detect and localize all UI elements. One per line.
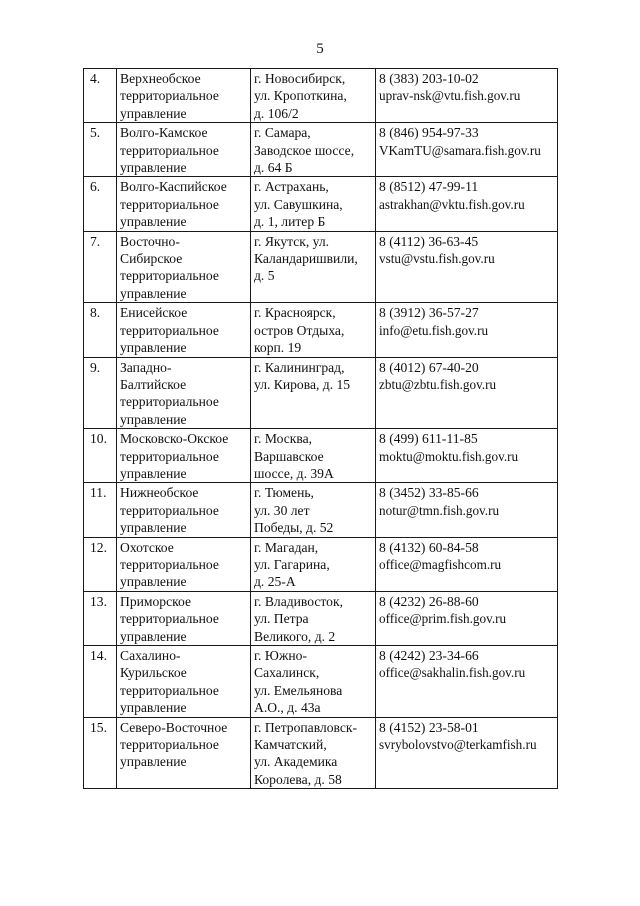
email-address: astrakhan@vktu.fish.gov.ru — [379, 196, 525, 212]
address-line: остров Отдыха, — [254, 322, 345, 338]
address-line: г. Южно- — [254, 648, 307, 663]
address-cell — [251, 123, 376, 177]
email-address: moktu@moktu.fish.gov.ru — [379, 448, 519, 464]
office-name-line: управление — [120, 160, 187, 176]
address-line: г. Владивосток, — [254, 593, 343, 609]
office-name-line: управление — [120, 465, 187, 481]
contact-cell — [376, 717, 558, 789]
office-name-line: территориальное — [120, 611, 219, 627]
office-name-line: управление — [120, 754, 187, 770]
office-name-line: управление — [120, 340, 187, 356]
table-row — [84, 429, 558, 483]
office-name-line: управление — [120, 520, 187, 536]
email-address: office@sakhalin.fish.gov.ru — [379, 665, 526, 681]
office-name-line: Волго-Камское — [120, 125, 208, 141]
contact-cell — [376, 537, 558, 591]
row-number: 11. — [84, 483, 117, 537]
address-line: Каландаришвили, — [254, 251, 358, 267]
address-line: ул. Кирова, д. 15 — [254, 376, 351, 392]
office-name-line: Курильское — [120, 665, 187, 681]
table-row — [84, 123, 558, 177]
phone-number: 8 (383) 203-10-02 — [379, 71, 479, 86]
office-name-cell — [117, 591, 251, 645]
address-line: г. Калининград, — [254, 359, 345, 375]
table-row — [84, 303, 558, 357]
office-name-line: управление — [120, 574, 187, 590]
address-cell — [251, 483, 376, 537]
contact-cell — [376, 429, 558, 483]
address-line: Королева, д. 58 — [254, 771, 342, 787]
contact-cell — [376, 591, 558, 645]
email-address: office@magfishcom.ru — [379, 556, 502, 572]
office-name-line: Волго-Каспийское — [120, 179, 227, 195]
address-line: Заводское шоссе, — [254, 142, 355, 158]
row-number: 14. — [84, 646, 117, 718]
phone-number: 8 (4152) 23-58-01 — [379, 719, 479, 735]
office-name-line: управление — [120, 214, 187, 230]
office-name-line: Верхнеобское — [120, 71, 201, 86]
office-name-line: Нижнеобское — [120, 485, 199, 501]
address-cell — [251, 591, 376, 645]
office-name-cell — [117, 429, 251, 483]
address-cell — [251, 303, 376, 357]
office-name-line: Приморское — [120, 593, 192, 609]
office-name-line: территориальное — [120, 737, 219, 753]
office-name-cell — [117, 177, 251, 231]
address-line: ул. Академика — [254, 754, 338, 770]
address-line: ул. Гагарина, — [254, 556, 330, 572]
email-address: notur@tmn.fish.gov.ru — [379, 502, 500, 518]
address-line: г. Петропавловск- — [254, 719, 358, 735]
office-name-line: территориальное — [120, 502, 219, 518]
row-number: 15. — [84, 717, 117, 789]
table-row — [84, 69, 558, 123]
row-number: 5. — [84, 123, 117, 177]
contact-cell — [376, 483, 558, 537]
address-cell — [251, 357, 376, 429]
address-line: д. 25-А — [254, 574, 296, 590]
table-row — [84, 537, 558, 591]
address-line: Великого, д. 2 — [254, 628, 336, 644]
office-name-line: Балтийское — [120, 376, 187, 392]
row-number: 7. — [84, 231, 117, 303]
phone-number: 8 (4132) 60-84-58 — [379, 539, 479, 555]
row-number: 8. — [84, 303, 117, 357]
phone-number: 8 (4112) 36-63-45 — [379, 233, 479, 249]
office-name-line: территориальное — [120, 88, 219, 104]
address-line: д. 5 — [254, 268, 275, 284]
office-name-line: управление — [120, 700, 187, 716]
office-name-cell — [117, 303, 251, 357]
phone-number: 8 (3912) 36-57-27 — [379, 305, 479, 321]
phone-number: 8 (4232) 26-88-60 — [379, 593, 479, 609]
office-name-line: территориальное — [120, 196, 219, 212]
office-name-line: Енисейское — [120, 305, 188, 321]
contact-cell — [376, 357, 558, 429]
address-line: г. Магадан, — [254, 539, 319, 555]
email-address: VKamTU@samara.fish.gov.ru — [379, 142, 541, 158]
table-row — [84, 357, 558, 429]
address-line: шоссе, д. 39А — [254, 465, 334, 481]
office-name-line: Восточно- — [120, 233, 180, 249]
page-number: 5 — [316, 41, 324, 57]
email-address: vstu@vstu.fish.gov.ru — [379, 251, 495, 267]
address-cell — [251, 717, 376, 789]
address-line: ул. Савушкина, — [254, 196, 343, 212]
address-line: д. 1, литер Б — [254, 214, 326, 230]
address-line: Камчатский, — [254, 737, 327, 753]
office-name-line: Западно- — [120, 359, 172, 375]
email-address: office@prim.fish.gov.ru — [379, 611, 507, 627]
contact-cell — [376, 303, 558, 357]
table-row — [84, 646, 558, 718]
phone-number: 8 (3452) 33-85-66 — [379, 485, 479, 501]
row-number: 13. — [84, 591, 117, 645]
office-name-line: территориальное — [120, 682, 219, 698]
office-name-line: территориальное — [120, 268, 219, 284]
address-line: Победы, д. 52 — [254, 520, 334, 536]
contact-cell — [376, 646, 558, 718]
phone-number: 8 (4012) 67-40-20 — [379, 359, 479, 375]
contact-cell — [376, 177, 558, 231]
phone-number: 8 (846) 954-97-33 — [379, 125, 479, 141]
address-line: ул. 30 лет — [254, 502, 310, 518]
row-number: 4. — [84, 69, 117, 123]
office-name-cell — [117, 231, 251, 303]
office-name-cell — [117, 717, 251, 789]
address-line: ул. Петра — [254, 611, 309, 627]
row-number: 6. — [84, 177, 117, 231]
office-name-cell — [117, 646, 251, 718]
address-line: г. Якутск, ул. — [254, 233, 330, 249]
address-line: ул. Кропоткина, — [254, 88, 347, 104]
contact-cell — [376, 231, 558, 303]
email-address: svrybolovstvo@terkamfish.ru — [379, 737, 537, 753]
table-body — [84, 69, 558, 789]
office-name-line: территориальное — [120, 448, 219, 464]
office-name-line: Сибирское — [120, 251, 183, 267]
office-name-cell — [117, 483, 251, 537]
office-name-line: управление — [120, 105, 187, 121]
office-name-cell — [117, 123, 251, 177]
office-name-line: управление — [120, 628, 187, 644]
office-name-cell — [117, 69, 251, 123]
address-line: д. 64 Б — [254, 160, 293, 176]
table-row — [84, 177, 558, 231]
table-row — [84, 483, 558, 537]
row-number: 10. — [84, 429, 117, 483]
address-line: Варшавское — [254, 448, 324, 464]
office-name-line: Сахалино- — [120, 648, 181, 663]
office-name-line: Московско-Окское — [120, 431, 229, 447]
address-cell — [251, 429, 376, 483]
phone-number: 8 (499) 611-11-85 — [379, 431, 478, 447]
office-name-line: Охотское — [120, 539, 174, 555]
phone-number: 8 (8512) 47-99-11 — [379, 179, 479, 195]
address-cell — [251, 537, 376, 591]
office-name-cell — [117, 357, 251, 429]
address-line: А.О., д. 43а — [254, 700, 321, 716]
office-name-line: территориальное — [120, 142, 219, 158]
row-number: 12. — [84, 537, 117, 591]
office-name-line: территориальное — [120, 394, 219, 410]
address-line: г. Красноярск, — [254, 305, 336, 321]
address-line: г. Новосибирск, — [254, 71, 346, 86]
contact-cell — [376, 69, 558, 123]
email-address: uprav-nsk@vtu.fish.gov.ru — [379, 88, 521, 104]
row-number: 9. — [84, 357, 117, 429]
phone-number: 8 (4242) 23-34-66 — [379, 648, 479, 663]
address-line: г. Астрахань, — [254, 179, 329, 195]
address-line: д. 106/2 — [254, 105, 299, 121]
office-name-line: управление — [120, 411, 187, 427]
office-name-cell — [117, 537, 251, 591]
contact-cell — [376, 123, 558, 177]
address-cell — [251, 177, 376, 231]
address-line: г. Самара, — [254, 125, 311, 141]
table-row — [84, 591, 558, 645]
email-address: info@etu.fish.gov.ru — [379, 322, 489, 338]
address-cell — [251, 69, 376, 123]
address-line: г. Москва, — [254, 431, 313, 447]
address-line: г. Тюмень, — [254, 485, 314, 501]
address-line: ул. Емельянова — [254, 682, 343, 698]
office-name-line: территориальное — [120, 556, 219, 572]
office-name-line: Северо-Восточное — [120, 719, 228, 735]
table-row — [84, 717, 558, 789]
address-line: корп. 19 — [254, 340, 302, 356]
office-name-line: управление — [120, 285, 187, 301]
territorial-offices-table — [83, 68, 558, 789]
address-cell — [251, 231, 376, 303]
email-address: zbtu@zbtu.fish.gov.ru — [379, 376, 497, 392]
address-line: Сахалинск, — [254, 665, 320, 681]
table-row — [84, 231, 558, 303]
office-name-line: территориальное — [120, 322, 219, 338]
address-cell — [251, 646, 376, 718]
